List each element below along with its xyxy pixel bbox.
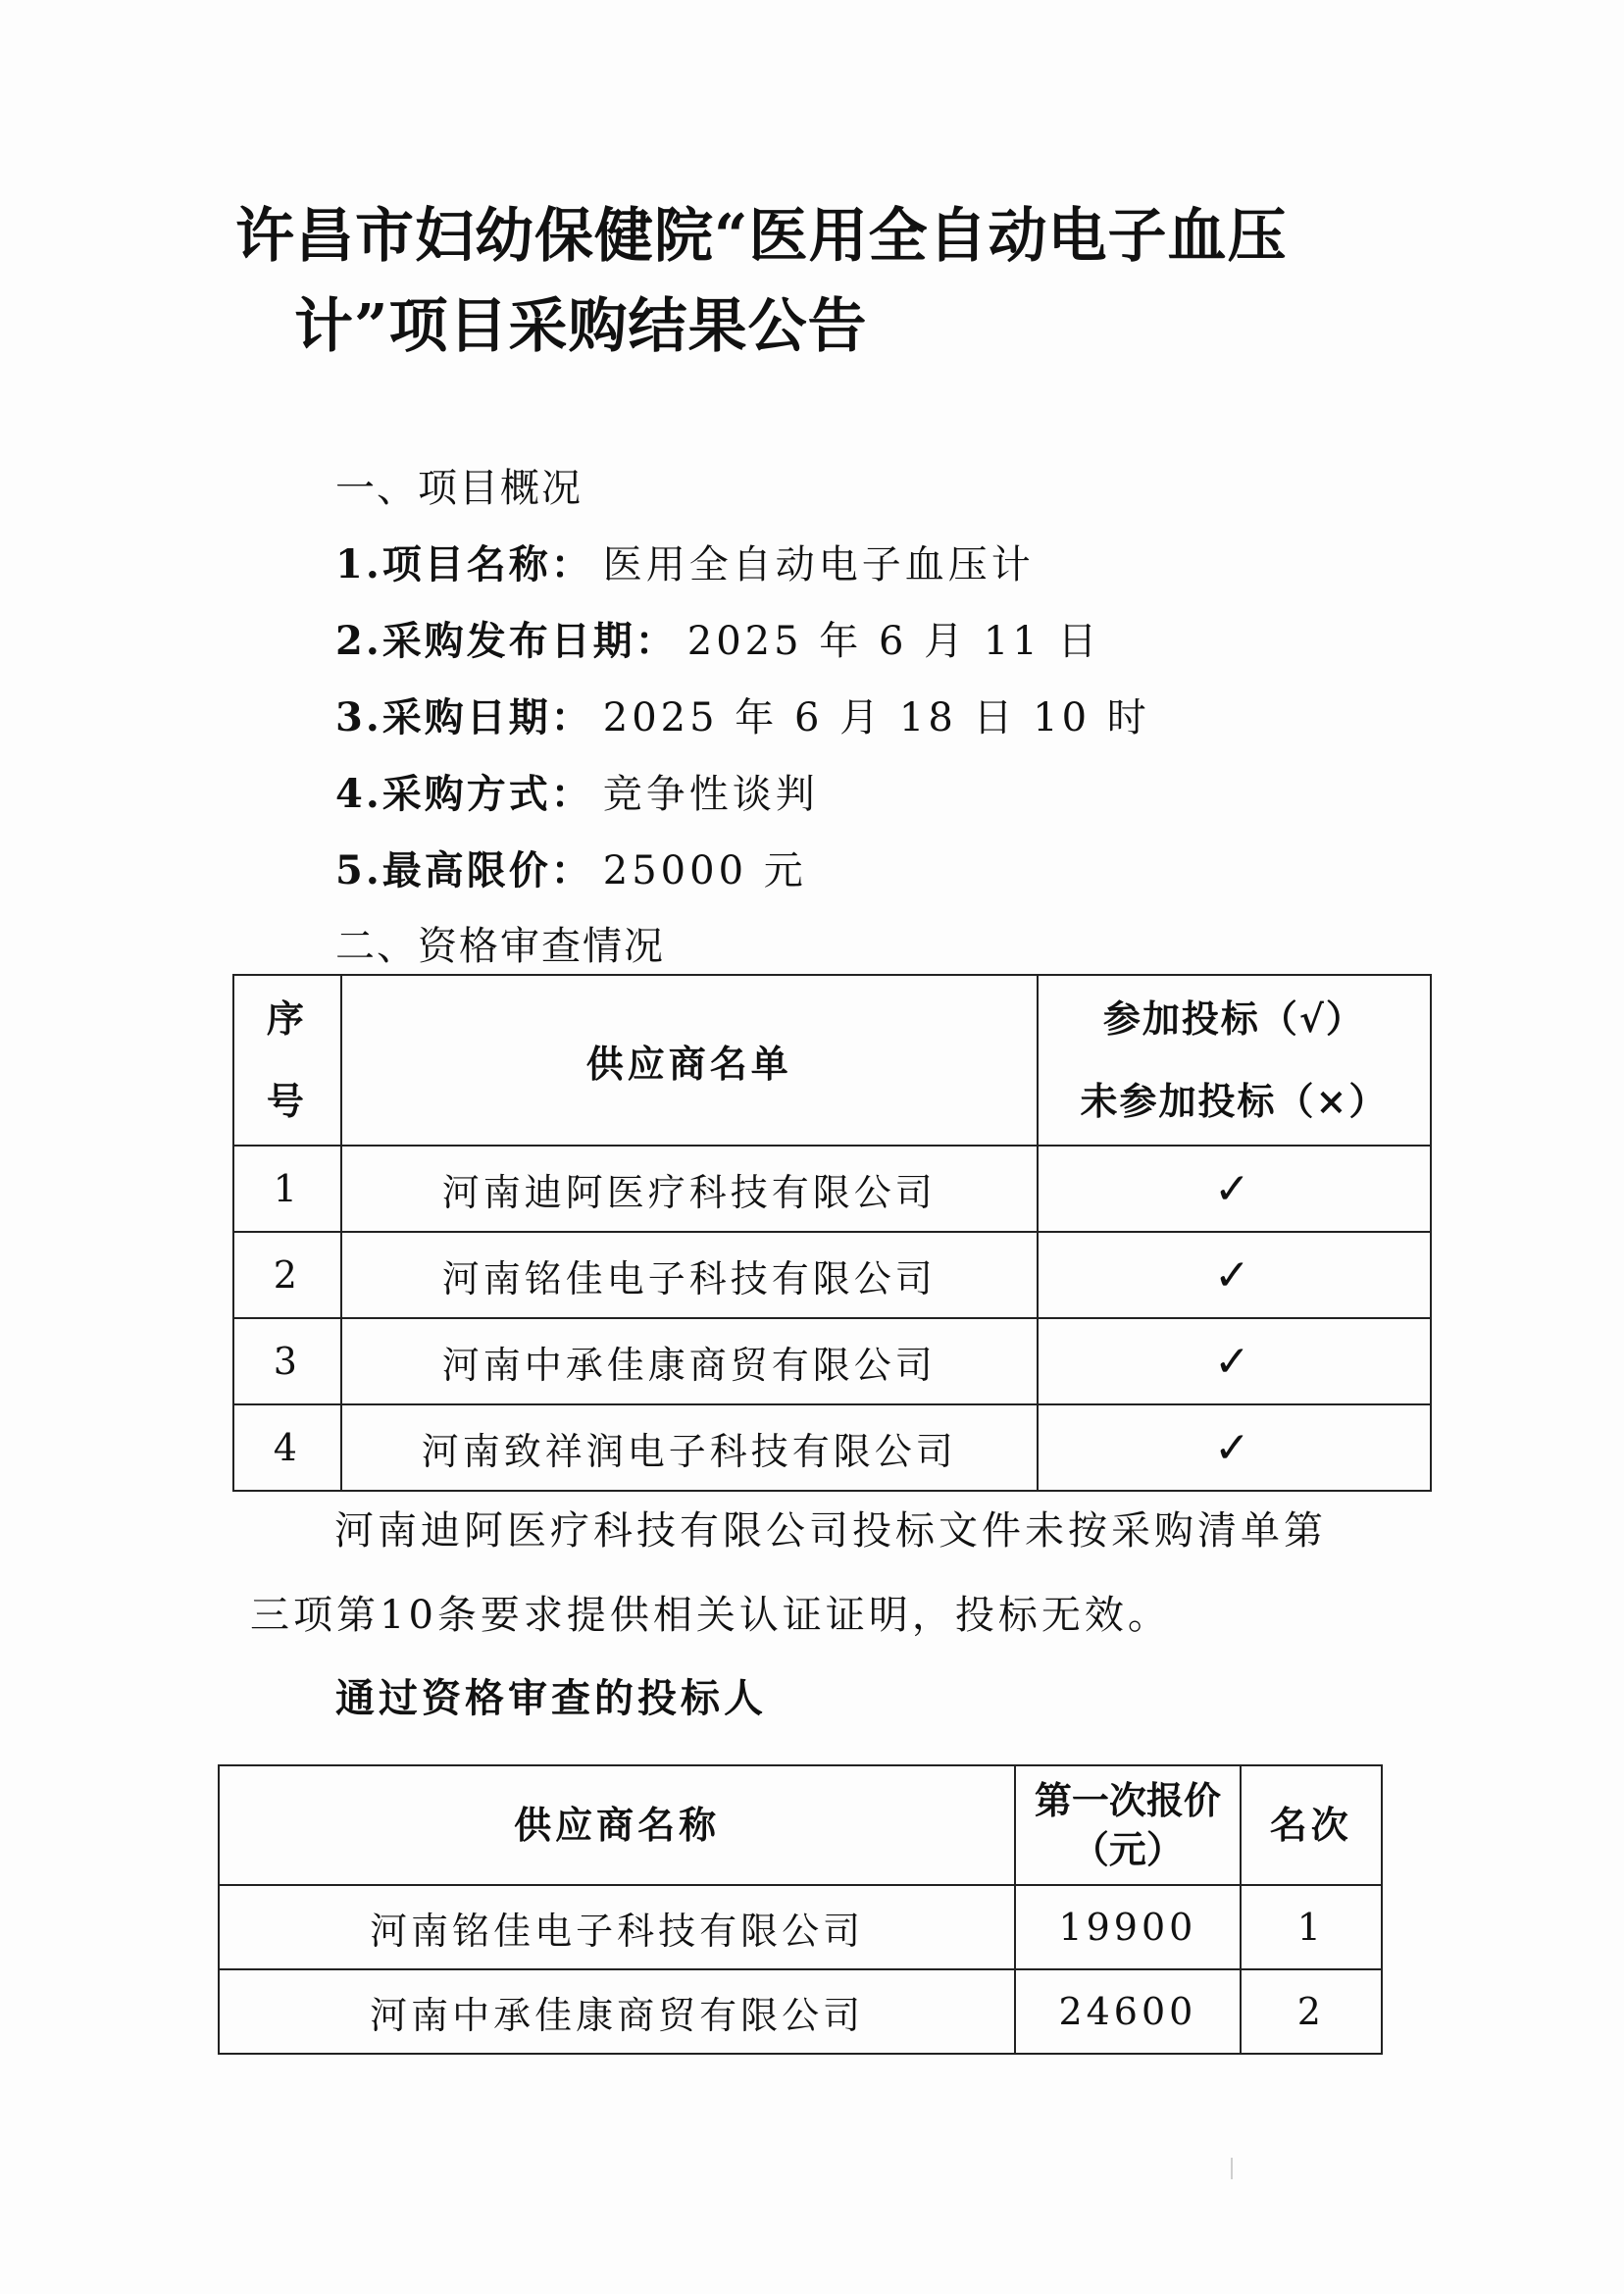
table-row [233,1404,1431,1491]
title-line-1: 许昌市妇幼保健院“医用全自动电子血压 [235,202,1288,271]
row-price: 24600 [1015,1969,1240,2054]
header-first-quote [1015,1765,1240,1885]
row-seq: 1 [233,1146,341,1232]
field-release-date [335,614,1100,669]
row-supplier: 河南中承佳康商贸有限公司 [341,1318,1038,1404]
field-value: 2025 年 6 月 18 日 10 时 [602,695,1150,740]
header-supplier-name: 供应商名称 [219,1765,1015,1885]
row-price: 19900 [1015,1885,1240,1969]
field-label: 4.采购方式： [335,771,593,817]
document-title [235,191,1393,372]
field-label: 1.项目名称： [335,541,593,587]
field-label: 5.最高限价： [335,847,593,893]
row-supplier: 河南铭佳电子科技有限公司 [341,1232,1038,1318]
header-supplier: 供应商名单 [341,975,1038,1146]
note-paragraph [250,1489,1388,1657]
note-line-1: 河南迪阿医疗科技有限公司投标文件未按采购清单第 [334,1508,1327,1554]
check-icon: ✓ [1038,1146,1431,1232]
header-participate: 参加投标（√） [1102,996,1365,1041]
table-row [219,1885,1382,1969]
header-first-quote-top: 第一次报价 [1034,1778,1221,1822]
header-seq-bottom: 号 [266,1079,308,1123]
field-procurement-date [335,690,1150,745]
table-header-row [233,975,1431,1146]
row-supplier: 河南致祥润电子科技有限公司 [341,1404,1038,1491]
header-rank: 名次 [1241,1765,1382,1885]
bidders-table [218,1764,1383,2055]
table-row [233,1318,1431,1404]
header-not-participate: 未参加投标（×） [1080,1079,1389,1123]
row-seq: 2 [233,1232,341,1318]
field-max-price [335,843,807,898]
header-seq [233,975,341,1146]
field-value: 竞争性谈判 [602,772,819,817]
field-procurement-method [335,767,819,822]
title-line-2: 计”项目采购结果公告 [294,292,868,361]
field-value: 25000 元 [602,848,807,893]
check-icon: ✓ [1038,1404,1431,1491]
table-row [233,1232,1431,1318]
table-row [219,1969,1382,2054]
field-label: 3.采购日期： [335,694,593,740]
field-value: 医用全自动电子血压计 [602,542,1035,587]
check-icon: ✓ [1038,1232,1431,1318]
check-icon: ✓ [1038,1318,1431,1404]
qualification-table [232,974,1432,1492]
field-project-name [335,537,1035,592]
scan-artifact-divider [1231,2158,1233,2179]
table-row [233,1146,1431,1232]
note-line-2: 三项第10条要求提供相关认证证明，投标无效。 [250,1593,1171,1638]
header-first-quote-unit: （元） [1071,1827,1184,1871]
row-supplier: 河南中承佳康商贸有限公司 [219,1969,1015,2054]
field-value: 2025 年 6 月 11 日 [686,619,1101,664]
row-seq: 3 [233,1318,341,1404]
header-participation [1038,975,1431,1146]
field-label: 2.采购发布日期： [335,618,678,664]
section-heading-qualified-bidders: 通过资格审查的投标人 [335,1675,767,1721]
row-rank: 1 [1241,1885,1382,1969]
section-heading-qualification: 二、资格审查情况 [335,924,665,969]
row-rank: 2 [1241,1969,1382,2054]
row-supplier: 河南铭佳电子科技有限公司 [219,1885,1015,1969]
header-seq-top: 序 [266,996,308,1041]
table-header-row [219,1765,1382,1885]
row-seq: 4 [233,1404,341,1491]
section-heading-overview: 一、项目概况 [335,466,583,511]
row-supplier: 河南迪阿医疗科技有限公司 [341,1146,1038,1232]
